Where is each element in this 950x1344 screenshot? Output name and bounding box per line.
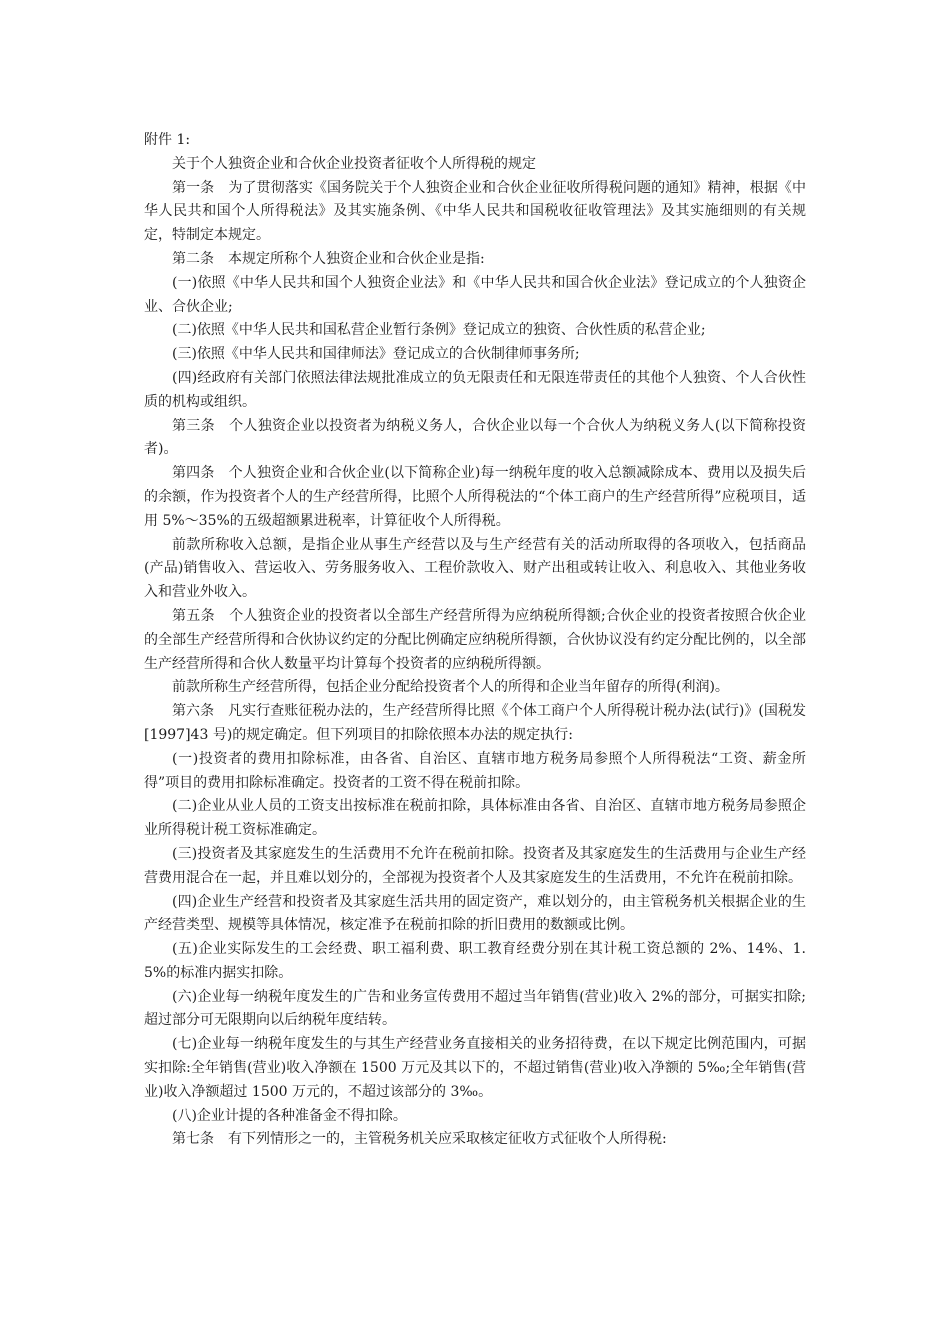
- paragraph: 前款所称生产经营所得，包括企业分配给投资者个人的所得和企业当年留存的所得(利润)。: [172, 679, 729, 696]
- paragraph: (三)依照《中华人民共和国律师法》登记成立的合伙制律师事务所;: [172, 346, 580, 363]
- paragraph: 第七条 有下列情形之一的，主管税务机关应采取核定征收方式征收个人所得税:: [172, 1131, 667, 1148]
- paragraph: (四)经政府有关部门依照法律法规批准成立的负无限责任和无限连带责任的其他个人独资、个人合伙性质的机构或组织。: [144, 369, 806, 410]
- paragraph: (一)依照《中华人民共和国个人独资企业法》和《中华人民共和国合伙企业法》登记成立的个人独资企业、合伙企业;: [144, 274, 806, 315]
- paragraph: (五)企业实际发生的工会经费、职工福利费、职工教育经费分别在其计税工资总额的 2%、14%、1.5%的标准内据实扣除。: [144, 941, 806, 981]
- paragraph: 第二条 本规定所称个人独资企业和合伙企业是指:: [172, 250, 485, 267]
- paragraph: (二)企业从业人员的工资支出按标准在税前扣除，具体标准由各省、自治区、直辖市地方税务局参照企业所得税计税工资标准确定。: [144, 798, 806, 839]
- paragraph: (八)企业计提的各种准备金不得扣除。: [172, 1107, 407, 1124]
- paragraph: (六)企业每一纳税年度发生的广告和业务宣传费用不超过当年销售(营业)收入 2%的部分，可据实扣除;超过部分可无限期向以后纳税年度结转。: [144, 988, 806, 1029]
- document-body: [144, 129, 806, 1152]
- document-title: 关于个人独资企业和合伙企业投资者征收个人所得税的规定: [172, 155, 536, 172]
- paragraph: 前款所称收入总额，是指企业从事生产经营以及与生产经营有关的活动所取得的各项收入，包括商品(产品)销售收入、营运收入、劳务服务收入、工程价款收入、财产出租或转让收入、利息收入、其他业务收入和营业外收入。: [144, 536, 806, 601]
- paragraph: 第三条 个人独资企业以投资者为纳税义务人，合伙企业以每一个合伙人为纳税义务人(以下简称投资者)。: [144, 417, 806, 458]
- paragraph: (一)投资者的费用扣除标准，由各省、自治区、直辖市地方税务局参照个人所得税法“工资、薪金所得”项目的费用扣除标准确定。投资者的工资不得在税前扣除。: [144, 750, 806, 791]
- paragraph: 第五条 个人独资企业的投资者以全部生产经营所得为应纳税所得额;合伙企业的投资者按照合伙企业的全部生产经营所得和合伙协议约定的分配比例确定应纳税所得额，合伙协议没有约定分配比例的，以全部生产经营所得和合伙人数量平均计算每个投资者的应纳税所得额。: [144, 607, 806, 672]
- paragraph: 第六条 凡实行查账征税办法的，生产经营所得比照《个体工商户个人所得税计税办法(试行)》(国税发[1997]43 号)的规定确定。但下列项目的扣除依照本办法的规定执行:: [144, 703, 806, 743]
- paragraph: (四)企业生产经营和投资者及其家庭生活共用的固定资产，难以划分的，由主管税务机关根据企业的生产经营类型、规模等具体情况，核定准予在税前扣除的折旧费用的数额或比例。: [144, 893, 806, 934]
- attachment-label: 附件 1:: [144, 132, 191, 148]
- paragraph: (三)投资者及其家庭发生的生活费用不允许在税前扣除。投资者及其家庭发生的生活费用与企业生产经营费用混合在一起，并且难以划分的，全部视为投资者个人及其家庭发生的生活费用，不允许在税前扣除。: [144, 845, 806, 886]
- paragraph: 第四条 个人独资企业和合伙企业(以下简称企业)每一纳税年度的收入总额减除成本、费用以及损失后的余额，作为投资者个人的生产经营所得，比照个人所得税法的“个体工商户的生产经营所得”应税项目，适用 5%～35%的五级超额累进税率，计算征收个人所得税。: [144, 465, 806, 529]
- paragraph: (二)依照《中华人民共和国私营企业暂行条例》登记成立的独资、合伙性质的私营企业;: [172, 322, 706, 339]
- paragraph: 第一条 为了贯彻落实《国务院关于个人独资企业和合伙企业征收所得税问题的通知》精神，根据《中华人民共和国个人所得税法》及其实施条例、《中华人民共和国税收征收管理法》及其实施细则的有关规定，特制定本规定。: [144, 179, 806, 244]
- paragraph: (七)企业每一纳税年度发生的与其生产经营业务直接相关的业务招待费，在以下规定比例范围内，可据实扣除:全年销售(营业)收入净额在 1500 万元及其以下的，不超过销售(营业)收入净额的 5‰;全年销售(营业)收入净额超过 1500 万元的，不超过该部分的 3‰。: [144, 1036, 806, 1100]
